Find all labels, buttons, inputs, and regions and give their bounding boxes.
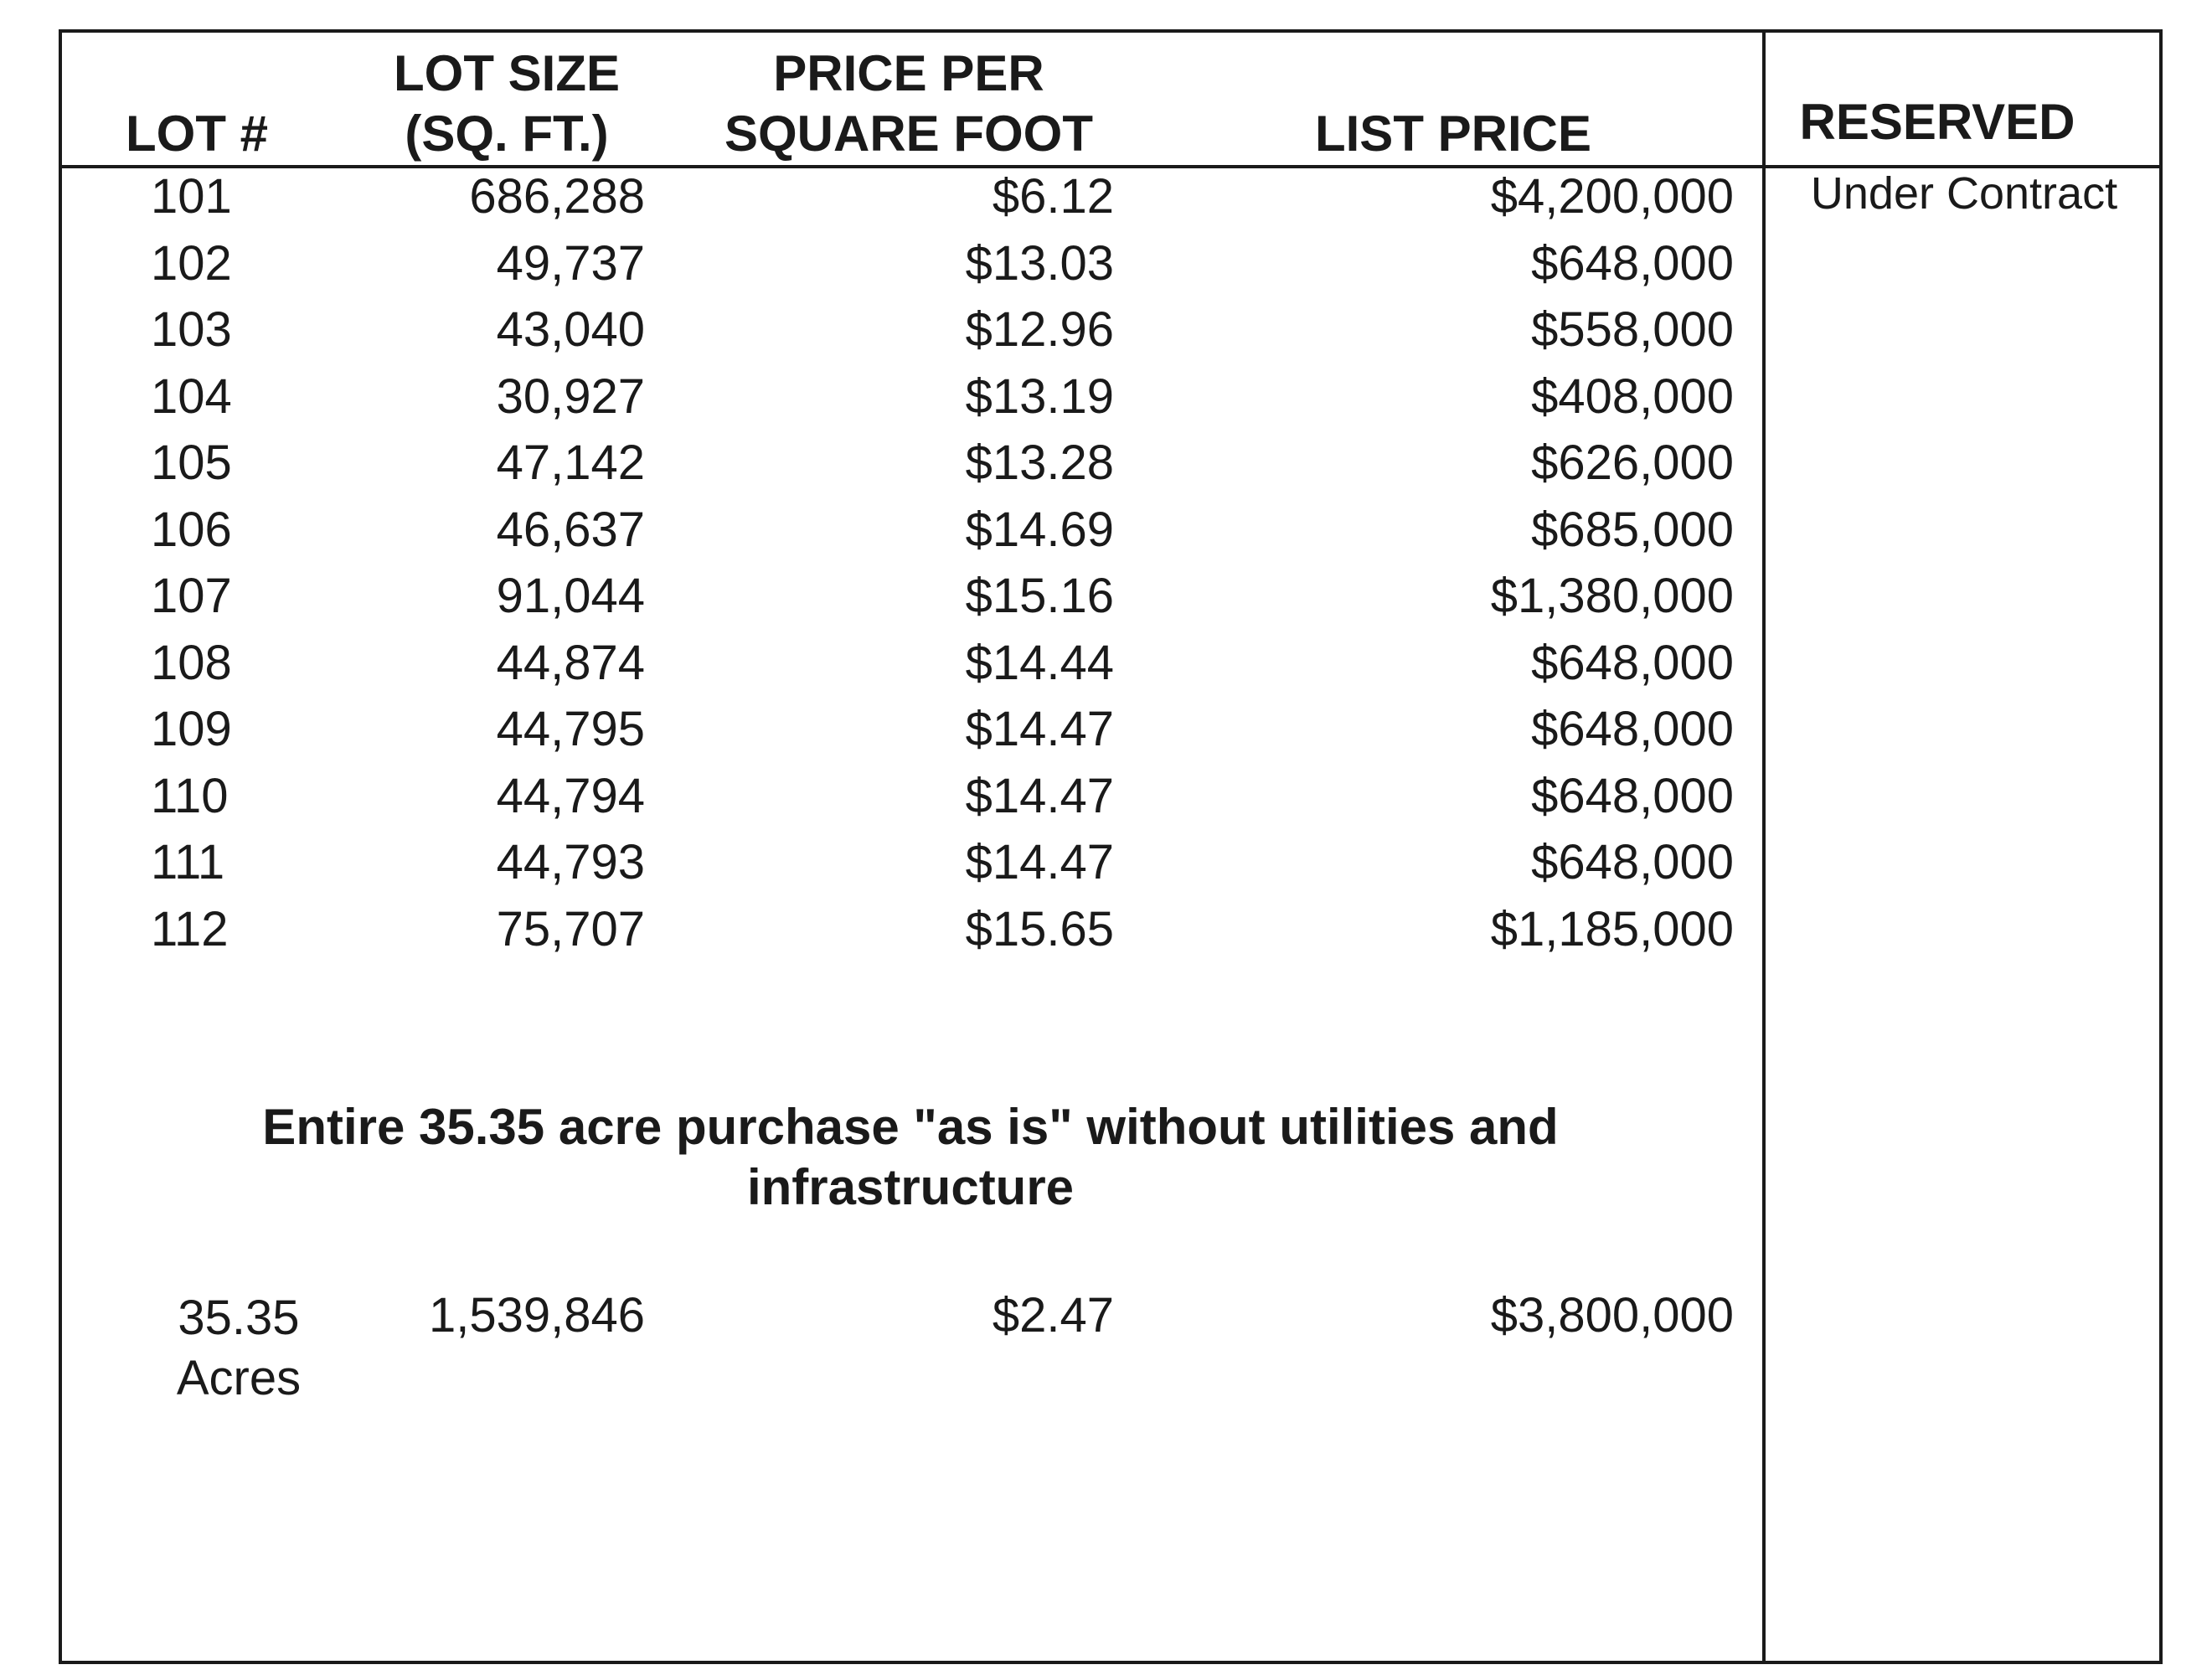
header-lot-size [373,44,641,164]
entire-parcel-list-price: $3,800,000 [1490,1288,1734,1343]
price-per-sqft-cell: $12.96 [965,302,1114,357]
lot-size-cell: 91,044 [496,569,645,623]
entire-purchase-note [59,1097,1762,1218]
header-ppsf-line1: PRICE PER [773,45,1044,101]
price-per-sqft-cell: $13.03 [965,236,1114,291]
list-price-cell: $558,000 [1531,302,1734,357]
header-lot-number-label: LOT # [126,106,269,162]
list-price-cell: $648,000 [1531,769,1734,823]
header-ppsf-line2: SQUARE FOOT [724,106,1093,162]
lot-size-cell: 49,737 [496,236,645,291]
lot-number-cell: 110 [151,769,229,823]
list-price-cell: $4,200,000 [1490,169,1734,224]
lot-number-cell: 107 [151,569,232,623]
lot-size-cell: 44,795 [496,702,645,756]
header-price-per-sqft [708,44,1110,164]
lot-number-cell: 102 [151,236,232,291]
price-per-sqft-cell: $15.16 [965,569,1114,623]
lot-size-cell: 43,040 [496,302,645,357]
header-lot-size-line1: LOT SIZE [394,45,620,101]
entire-parcel-acres [163,1288,314,1409]
entire-parcel-size: 1,539,846 [428,1288,645,1343]
list-price-cell: $408,000 [1531,369,1734,424]
list-price-cell: $648,000 [1531,702,1734,756]
entire-parcel-acres-unit: Acres [176,1351,302,1405]
list-price-cell: $1,185,000 [1490,902,1734,956]
lot-size-cell: 47,142 [496,436,645,490]
header-lot-size-line2: (SQ. FT.) [405,106,609,162]
lot-number-cell: 111 [151,835,225,889]
lot-number-cell: 106 [151,502,232,557]
lot-size-cell: 75,707 [496,902,645,956]
list-price-cell: $685,000 [1531,502,1734,557]
entire-purchase-note-line2: infrastructure [746,1159,1075,1215]
lot-number-cell: 105 [151,436,232,490]
reserved-column-divider [1762,29,1766,1664]
list-price-cell: $1,380,000 [1490,569,1734,623]
entire-purchase-note-line1: Entire 35.35 acre purchase "as is" without utilities and [262,1099,1559,1155]
lot-number-cell: 112 [151,902,229,956]
lot-size-cell: 44,793 [496,835,645,889]
lot-size-cell: 44,794 [496,769,645,823]
price-per-sqft-cell: $14.47 [965,769,1114,823]
lot-size-cell: 44,874 [496,636,645,690]
price-per-sqft-cell: $14.47 [965,835,1114,889]
lot-number-cell: 103 [151,302,232,357]
header-list-price [1302,104,1604,164]
lot-number-cell: 109 [151,702,232,756]
lot-number-cell: 104 [151,369,232,424]
price-per-sqft-cell: $6.12 [992,169,1114,224]
header-list-price-label: LIST PRICE [1314,106,1592,162]
lot-number-cell: 101 [151,169,232,224]
price-per-sqft-cell: $14.44 [965,636,1114,690]
lot-size-cell: 686,288 [469,169,645,224]
price-per-sqft-cell: $14.69 [965,502,1114,557]
header-reserved-label: RESERVED [1799,94,2075,150]
entire-parcel-ppsf: $2.47 [992,1288,1114,1343]
reserved-status-cell: Under Contract [1810,168,2118,219]
entire-parcel-acres-value: 35.35 [178,1291,300,1345]
lot-size-cell: 30,927 [496,369,645,424]
lot-number-cell: 108 [151,636,232,690]
price-per-sqft-cell: $14.47 [965,702,1114,756]
price-per-sqft-cell: $13.28 [965,436,1114,490]
list-price-cell: $648,000 [1531,636,1734,690]
list-price-cell: $626,000 [1531,436,1734,490]
price-per-sqft-cell: $13.19 [965,369,1114,424]
list-price-cell: $648,000 [1531,236,1734,291]
header-reserved [1766,92,2109,152]
header-lot-number [126,104,268,164]
list-price-cell: $648,000 [1531,835,1734,889]
price-per-sqft-cell: $15.65 [965,902,1114,956]
lot-size-cell: 46,637 [496,502,645,557]
